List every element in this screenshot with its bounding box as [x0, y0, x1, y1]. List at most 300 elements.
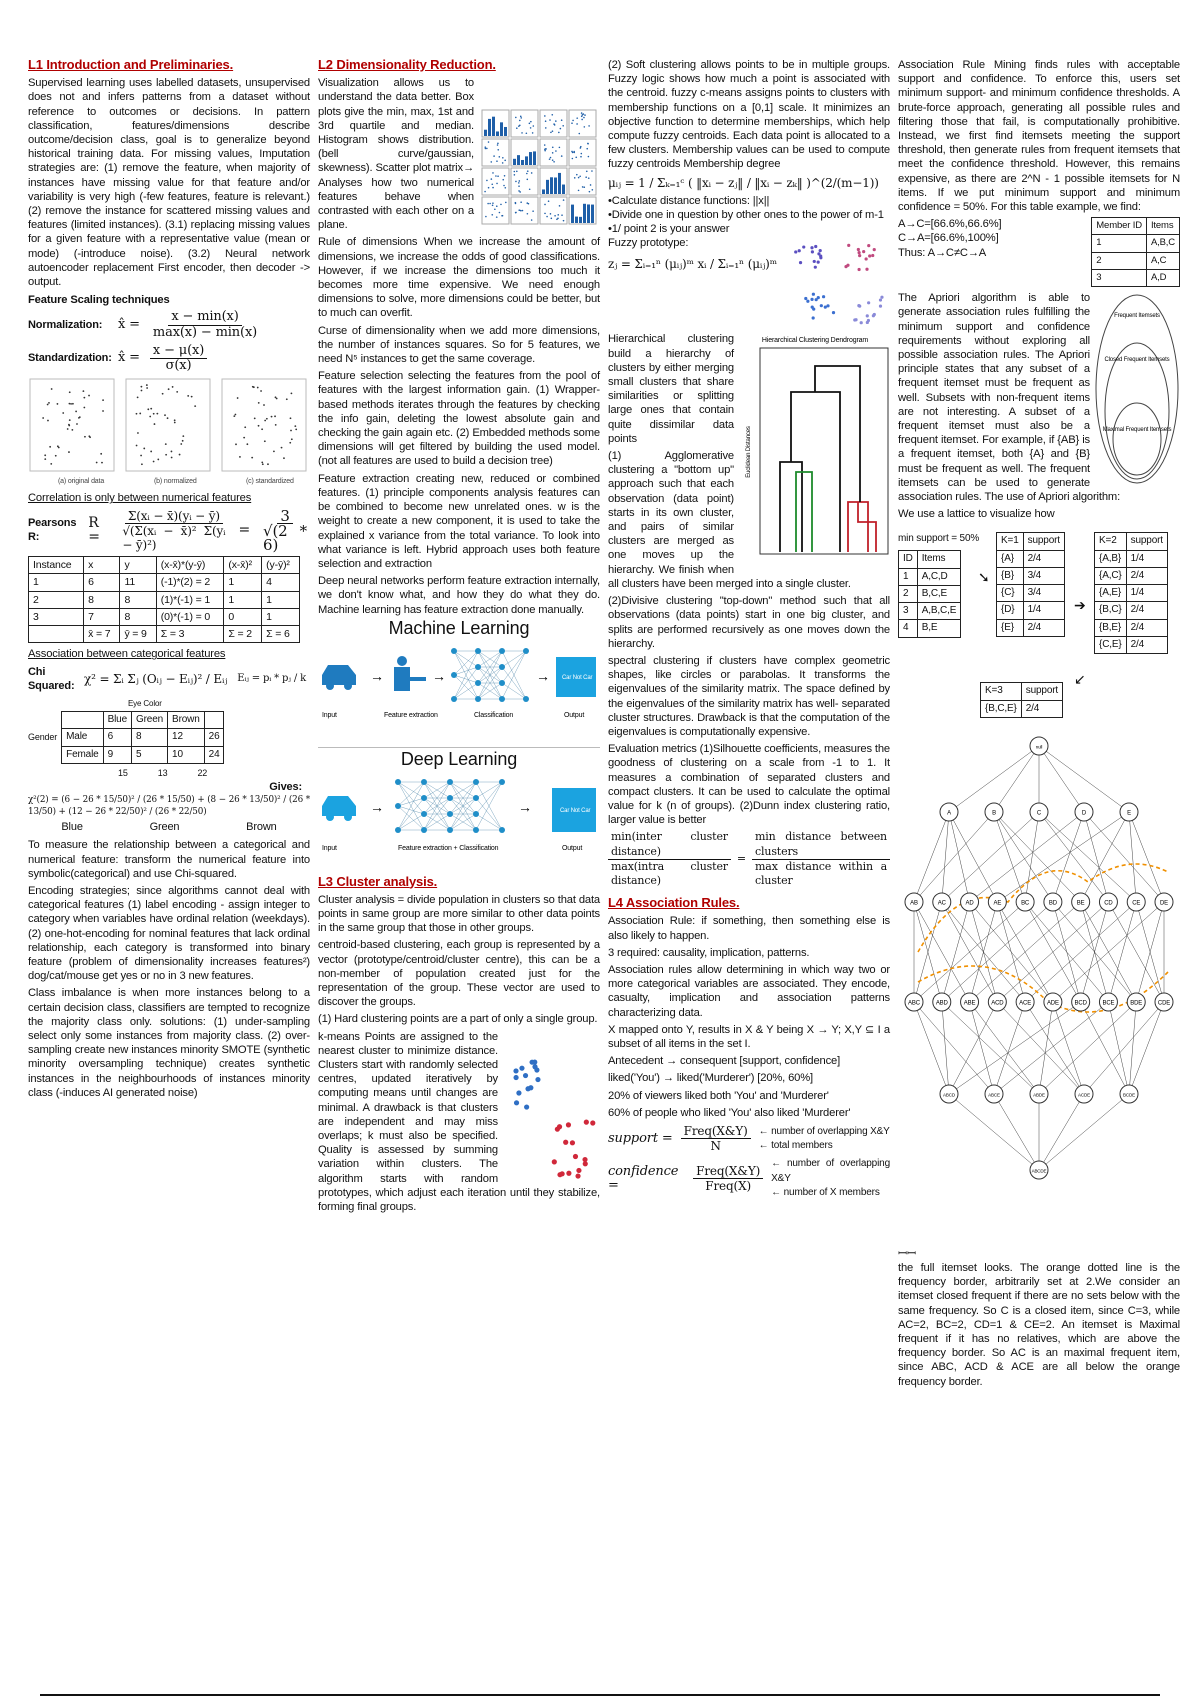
network-edge: [398, 806, 424, 814]
histogram-bar: [583, 204, 586, 223]
fuzzy-point: [819, 249, 822, 252]
scatter-matrix-point: [576, 118, 578, 120]
scatter-matrix-point: [553, 123, 555, 125]
step-2: •Divide one in question by other ones to the power of m-1: [608, 209, 884, 222]
k1-table-header: K=1: [997, 533, 1024, 550]
lattice-intro: We use a lattice to visualize how: [898, 508, 1055, 521]
lattice-edge: [997, 902, 1025, 1002]
network-node: [447, 795, 453, 801]
fuzzy-point: [826, 305, 829, 308]
scatter-point: [167, 418, 169, 420]
itemset-lattice: [898, 732, 1180, 1242]
pearson-table-cell: 0: [224, 608, 262, 625]
scatter-matrix-point: [518, 210, 520, 212]
scatter-point: [291, 439, 293, 441]
scatter-frame-normalized: [126, 379, 210, 471]
encoding-paragraph: Encoding strategies; since algorithms cannot deal with categorical features (1) label encoding - assign integer to category when variables have ordinal relation (weekdays). (2) one-hot-encoding for nominal features that lack ordinal relationship, each category is transformed into binary feature (problem of dimensionality increases features²) dog/cat/mouse get yes or no in 3 new features.: [28, 884, 310, 983]
fuzzy-point: [868, 255, 871, 258]
arrow-icon: →: [536, 667, 550, 684]
scatter-point: [271, 416, 273, 418]
scatter-point: [44, 455, 46, 457]
pearson-table-cell: 1: [224, 574, 262, 591]
scatter-matrix-cell: [569, 110, 596, 137]
spectral-paragraph: spectral clustering if clusters have complex geometric shapes, like circles or parabolas. It transforms the eigenvalues of the similarity matrix. The space defined by the eigenvalues of the similarity matrix has well- separated cluster structures. Drawback is that the computation of the eigenvalues is computationally expensive.: [608, 654, 890, 738]
scatter-matrix-point: [492, 203, 494, 205]
scatter-point: [239, 456, 241, 458]
scatter-matrix-point: [580, 147, 582, 149]
dl-label-input: Input: [322, 845, 337, 853]
scatter-matrix-point: [544, 204, 546, 206]
network-node: [395, 827, 401, 833]
network-node: [475, 664, 481, 670]
confidence-label: confidence =: [608, 1163, 679, 1193]
scatter-point: [137, 397, 139, 399]
scatter-matrix-point: [589, 191, 591, 193]
scatter-point: [276, 398, 278, 400]
scatter-matrix-cell: [511, 110, 538, 137]
network-edge: [502, 683, 526, 699]
scatter-matrix-point: [585, 177, 587, 179]
lattice-edge: [942, 902, 970, 1002]
scatter-caption-standardized: (c) standardized: [246, 478, 294, 486]
network-node: [421, 779, 427, 785]
scatter-matrix-point: [531, 219, 533, 221]
scatter-matrix-point: [552, 160, 554, 162]
rule-thus: Thus: A→C≠C→A: [898, 246, 987, 259]
cluster-point: [516, 1090, 521, 1095]
pearson-table-cell: 4: [262, 574, 300, 591]
scatter-matrix-point: [587, 143, 589, 145]
contingency-table-cell: 6: [103, 729, 131, 746]
k1-table-row: [997, 602, 1065, 619]
network-edge: [398, 798, 424, 806]
lattice-edge: [997, 1002, 1084, 1094]
scatter-matrix-point: [575, 157, 577, 159]
norm-numerator: x − min(x): [168, 310, 241, 325]
scatter-matrix-point: [516, 128, 518, 130]
scatter-point: [88, 436, 90, 438]
pearson-table-cell: ȳ = 9: [120, 626, 156, 643]
cluster-point: [513, 1068, 518, 1073]
pearson-table-cell: 7: [84, 608, 120, 625]
scatter-matrix-point: [548, 201, 550, 203]
fuzzy-point: [817, 261, 820, 264]
scatter-point: [180, 443, 182, 445]
network-node: [499, 664, 505, 670]
scatter-point: [171, 451, 173, 453]
member-table-row: [1092, 235, 1180, 252]
scatter-point: [68, 424, 70, 426]
scatter-point: [156, 413, 158, 415]
pearson-table-cell: 6: [84, 574, 120, 591]
pearson-table-cell: Σ = 3: [156, 626, 224, 643]
deep-learning-title: Deep Learning: [400, 749, 518, 770]
scatter-matrix-point: [549, 159, 551, 161]
fuzzy-point: [857, 304, 860, 307]
scatter-matrix-point: [488, 187, 490, 189]
scatter-matrix-point: [581, 153, 583, 155]
network-node: [473, 795, 479, 801]
contingency-table-cell: Female: [62, 746, 103, 763]
scatter-point: [157, 459, 159, 461]
cluster-point: [528, 1085, 533, 1090]
lattice-edge: [1039, 1094, 1129, 1170]
correlation-note: Correlation is only between numerical features: [28, 492, 252, 505]
pearson-table-header: (y-ȳ)²: [262, 557, 300, 574]
scatter-matrix-point: [520, 117, 522, 119]
scatter-matrix-point: [486, 148, 488, 150]
k1-table-row: [997, 567, 1065, 584]
network-edge: [398, 806, 424, 830]
scatter-point: [174, 422, 176, 424]
visualization-block: [318, 76, 600, 232]
network-edge: [454, 651, 478, 667]
scatter-matrix-point: [588, 178, 590, 180]
scatter-matrix-point: [545, 127, 547, 129]
lattice-edge: [1084, 1002, 1164, 1094]
cluster-point: [582, 1157, 587, 1162]
scatter-point: [182, 440, 184, 442]
network-node: [523, 648, 529, 654]
scatter-point: [68, 451, 70, 453]
lattice-edge: [1129, 1002, 1136, 1094]
normalization-label: Normalization:: [28, 319, 103, 332]
support-num: Freq(X&Y): [681, 1124, 751, 1139]
scatter-matrix-point: [561, 215, 563, 217]
scatter-matrix-point: [502, 162, 504, 164]
scatter-matrix-point: [584, 114, 586, 116]
fuzzy-point: [866, 315, 869, 318]
car-icon: [322, 796, 356, 821]
scatter-point: [187, 395, 189, 397]
scatter-point: [137, 432, 139, 434]
k2-table-row: [1095, 602, 1168, 619]
fuzzy-prototype-formula: zⱼ = Σᵢ₌₁ⁿ (μᵢⱼ)ᵐ xᵢ / Σᵢ₌₁ⁿ (μᵢⱼ)ᵐ: [608, 256, 777, 271]
scatter-point: [275, 424, 277, 426]
column-4: [898, 58, 1180, 1392]
k2-table-cell: {C,E}: [1095, 636, 1127, 653]
transaction-table-row: [899, 620, 961, 637]
support-formula: [608, 1124, 890, 1153]
scatter-point: [51, 388, 53, 390]
histogram-bar: [529, 152, 532, 165]
network-edge: [454, 683, 478, 699]
contingency-block: [28, 711, 310, 764]
mapping-paragraph: X mapped onto Y, results in X & Y being X → Y; X,Y ⊆ I a subset of all items in the set I.: [608, 1023, 890, 1050]
scatter-point: [153, 461, 155, 463]
k2-table-cell: 1/4: [1126, 550, 1167, 567]
chi-color-label: Green: [149, 821, 180, 834]
network-edge: [398, 798, 424, 830]
scatter-matrix-point: [527, 179, 529, 181]
scatter-matrix-point: [490, 161, 492, 163]
histogram-bar: [492, 117, 495, 136]
member-table-cell: 3: [1092, 269, 1147, 286]
hierarchical-block: [608, 332, 890, 591]
chi-calculation: χ²(2) = (6 − 26 * 15/50)² / (26 * 15/50) + (8 − 26 * 13/50)² / (26 * 13/50) + (12 − 26 * 22/50)² / (26 * 22/50): [28, 795, 310, 818]
support-label: support =: [608, 1130, 673, 1146]
lattice-node-label: ACE: [1019, 1000, 1032, 1007]
person-extraction-icon: [394, 656, 426, 691]
k3-table: [980, 682, 1063, 717]
scatter-point: [83, 407, 85, 409]
scatter-matrix-point: [518, 182, 520, 184]
rule-c-a: C→A=[66.6%,100%]: [898, 232, 999, 245]
scatter-caption-original: (a) original data: [58, 478, 105, 486]
histogram-bar: [562, 185, 565, 194]
scatter-matrix-cell: [511, 197, 538, 224]
fuzzy-point: [799, 261, 802, 264]
arrow-icon: →: [370, 799, 384, 816]
histogram-bar: [571, 205, 574, 223]
ml-label-input: Input: [322, 711, 337, 719]
lattice-edge: [942, 902, 1053, 1002]
scatter-matrix-cell: [482, 197, 509, 224]
lattice-edge: [1025, 902, 1136, 1002]
scatter-matrix-point: [556, 219, 558, 221]
scatter-matrix-point: [553, 161, 555, 163]
scatter-matrix-point: [529, 123, 531, 125]
k2-table-row: [1095, 567, 1168, 584]
k2-table-row: [1095, 585, 1168, 602]
scatter-point: [102, 410, 104, 412]
scatter-point: [261, 462, 263, 464]
scatter-matrix-point: [552, 131, 554, 133]
scatter-point: [172, 386, 174, 388]
network-edge: [398, 782, 424, 798]
cluster-point: [519, 1065, 524, 1070]
scatter-point: [82, 390, 84, 392]
scatter-matrix-point: [586, 148, 588, 150]
scatter-matrix-point: [496, 206, 498, 208]
dendrogram-ylabel: Euclidean Distances: [746, 426, 752, 479]
scatter-point: [67, 428, 69, 430]
lattice-edge: [1129, 1002, 1164, 1094]
scatter-point: [75, 411, 77, 413]
contingency-table-row: [62, 729, 224, 746]
contingency-table-cell: 8: [132, 729, 168, 746]
scatter-matrix-point: [586, 171, 588, 173]
lattice-node-label: D: [1081, 810, 1087, 817]
cluster-point: [563, 1139, 568, 1144]
scatter-matrix-point: [591, 170, 593, 172]
cluster-point: [590, 1120, 595, 1125]
scatter-matrix-point: [527, 213, 529, 215]
k1-table-cell: 3/4: [1023, 567, 1064, 584]
scatter-matrix-point: [592, 189, 594, 191]
scatter-matrix-point: [492, 172, 494, 174]
ml-label-feature-extraction: Feature extraction: [384, 711, 438, 719]
scatter-matrix-point: [496, 161, 498, 163]
scatter-matrix-point: [555, 150, 557, 152]
scatter-matrix-point: [495, 175, 497, 177]
scatter-matrix-point: [554, 215, 556, 217]
contingency-total: 13: [157, 767, 168, 778]
support-note-1: ← number of overlapping X&Y: [758, 1125, 890, 1137]
scatter-matrix-point: [485, 216, 487, 218]
venn-closed: [1105, 343, 1169, 479]
fuzzy-point: [812, 293, 815, 296]
contingency-table-header: [204, 712, 224, 729]
scatter-matrix-point: [491, 184, 493, 186]
neural-network-icon: [395, 779, 505, 833]
scatter-matrix-point: [492, 205, 494, 207]
cluster-point: [529, 1059, 534, 1064]
network-node: [395, 779, 401, 785]
scatter-matrix-point: [572, 120, 574, 122]
handwritten-scribble: ꟷꟷ: [898, 1247, 916, 1260]
pearson-table-row: [29, 591, 300, 608]
chi-formula-text: χ² = Σᵢ Σⱼ (Oᵢⱼ − Eᵢⱼ)² / Eᵢⱼ: [84, 671, 228, 686]
rules-block: [898, 217, 1180, 287]
scatter-matrix-point: [514, 174, 516, 176]
arrow-icon: →: [432, 667, 446, 684]
scatter-matrix-point: [557, 214, 559, 216]
lattice-node-label: BCDE: [1123, 1092, 1135, 1098]
scatter-point: [294, 426, 296, 428]
lattice-node-label: ACDE: [1078, 1092, 1090, 1098]
fuzzy-point: [858, 254, 861, 257]
k1-table-cell: 3/4: [1023, 585, 1064, 602]
scatter-point: [76, 423, 78, 425]
confidence-note-1: ← number of overlapping X&Y: [771, 1158, 890, 1184]
k2-table-row: [1095, 636, 1168, 653]
lattice-node-label: ABCDE: [1031, 1168, 1047, 1174]
histogram-bar: [533, 152, 536, 166]
lattice-node-label: BC: [1021, 900, 1030, 907]
scatter-point: [70, 403, 72, 405]
output-label: Car Not Car: [560, 808, 591, 815]
scatter-matrix-point: [532, 132, 534, 134]
scatter-matrix-point: [583, 187, 585, 189]
contingency-table-header: Blue: [103, 712, 131, 729]
network-node: [451, 672, 457, 678]
lattice-edge: [1039, 1094, 1084, 1170]
section-heading-l1: L1 Introduction and Preliminaries.: [28, 57, 234, 72]
scatter-point: [136, 445, 138, 447]
scatter-matrix-point: [588, 156, 590, 158]
kmeans-block: [318, 1030, 600, 1215]
cluster-point: [584, 1119, 589, 1124]
scatter-matrix-point: [484, 191, 486, 193]
fuzzy-point: [872, 315, 875, 318]
cluster-point: [576, 1167, 581, 1172]
scatter-matrix-point: [516, 171, 518, 173]
lattice-edge: [914, 1002, 949, 1094]
k1-table-cell: {E}: [997, 619, 1024, 636]
scatter-point: [165, 443, 167, 445]
fuzzy-point: [817, 253, 820, 256]
divider: [318, 747, 600, 748]
fuzzy-point: [794, 251, 797, 254]
scatter-point: [243, 437, 245, 439]
pearson-table-cell: 8: [84, 591, 120, 608]
k2-table-cell: {A,C}: [1095, 567, 1127, 584]
scatter-matrix-point: [559, 147, 561, 149]
lattice-node-label: CE: [1132, 900, 1141, 907]
transaction-table-cell: A,C,D: [917, 568, 961, 585]
scatter-matrix-point: [486, 180, 488, 182]
k3-table-cell: 2/4: [1021, 700, 1062, 717]
network-node: [447, 827, 453, 833]
fuzzy-cluster-image: [790, 236, 890, 332]
scatter-point: [176, 391, 178, 393]
scatter-point: [69, 420, 71, 422]
network-node: [499, 696, 505, 702]
fuzzy-point: [858, 251, 861, 254]
fuzzy-point: [810, 247, 813, 250]
scatter-matrix-point: [558, 132, 560, 134]
lattice-node-label: BE: [1076, 900, 1085, 907]
fuzzy-point: [857, 248, 860, 251]
example-support: 20% of viewers liked both 'You' and 'Murderer': [608, 1089, 829, 1102]
scatter-matrix-point: [491, 179, 493, 181]
chi-color-labels: [28, 820, 310, 834]
scatter-matrix-point: [550, 132, 552, 134]
lattice-edge: [1108, 902, 1164, 1002]
scatter-matrix-point: [526, 202, 528, 204]
k2-table-row: [1095, 619, 1168, 636]
scatter-point: [55, 455, 57, 457]
deep-learning-diagram: [318, 770, 600, 870]
dunn-left-num: min(inter cluster distance): [608, 830, 731, 859]
lattice-node-label: CDE: [1157, 1000, 1171, 1007]
network-node: [473, 779, 479, 785]
scatter-matrix-point: [497, 176, 499, 178]
lattice-node-label: ABD: [935, 1000, 948, 1007]
scatter-point: [246, 444, 248, 446]
scatter-matrix-point: [504, 175, 506, 177]
scatter-point: [49, 446, 51, 448]
network-node: [421, 795, 427, 801]
lattice-edge: [997, 812, 1129, 902]
lattice-edge: [1039, 746, 1084, 812]
pearson-table-header: y: [120, 557, 156, 574]
scatter-point: [47, 420, 49, 422]
k1-table-header: support: [1023, 533, 1064, 550]
transaction-table-cell: 1: [899, 568, 918, 585]
scatter-point: [179, 454, 181, 456]
scatter-point: [235, 444, 237, 446]
lattice-node-label: BCE: [1102, 1000, 1115, 1007]
transaction-table-cell: B,C,E: [917, 585, 961, 602]
scatter-matrix-point: [552, 147, 554, 149]
scatter-matrix-point: [519, 191, 521, 193]
scatter-matrix-point: [515, 181, 517, 183]
scatter-point: [136, 413, 138, 415]
fuzzy-point: [814, 245, 817, 248]
pearson-table-header: Instance: [29, 557, 84, 574]
pearson-table: [28, 556, 300, 643]
scatter-point: [69, 392, 71, 394]
contingency-total: 15: [118, 767, 128, 778]
dendrogram-link: [780, 462, 802, 552]
fuzzy-point: [844, 265, 847, 268]
scatter-point: [237, 397, 239, 399]
rule-a-c: A→C=[66.6%,66.6%]: [898, 218, 1002, 231]
contingency-table-header: [62, 712, 103, 729]
std-numerator: x − μ(x): [150, 344, 207, 359]
intro-paragraph: Supervised learning uses labelled datasets, unsupervised does not and infers patterns from a dataset without reference to outcomes or decisions. In pattern classification, features/dimensions describe outcome/decision class, goal is to generalize beyond historical training data. For missing values, Imputation strategies are: (1) remove the feature, when majority of instances have missing value for that feature and/or variability is very high (-few features, feature is relevant.) (2) remove the instance for scattered missing values and features (limited instances). (3.1) replacing missing values for a given feature with a representative value (mean or mode) (-introduce noise). (3.2) Neural network autoencoder replacement First encoder, then decoder -> output.: [28, 77, 310, 289]
contingency-table-cell: 24: [204, 746, 224, 763]
transaction-table-cell: 2: [899, 585, 918, 602]
chi-paragraph: To measure the relationship between a categorical and numerical feature: transform the numerical feature into symbolic(categorical) and use Chi-squared.: [28, 839, 310, 880]
k1-table-cell: 2/4: [1023, 550, 1064, 567]
pearson-table-cell: (1)*(-1) = 1: [156, 591, 224, 608]
scatter-point: [150, 408, 152, 410]
cluster-point: [523, 1073, 528, 1078]
section-heading-l3: L3 Cluster analysis.: [318, 873, 438, 889]
